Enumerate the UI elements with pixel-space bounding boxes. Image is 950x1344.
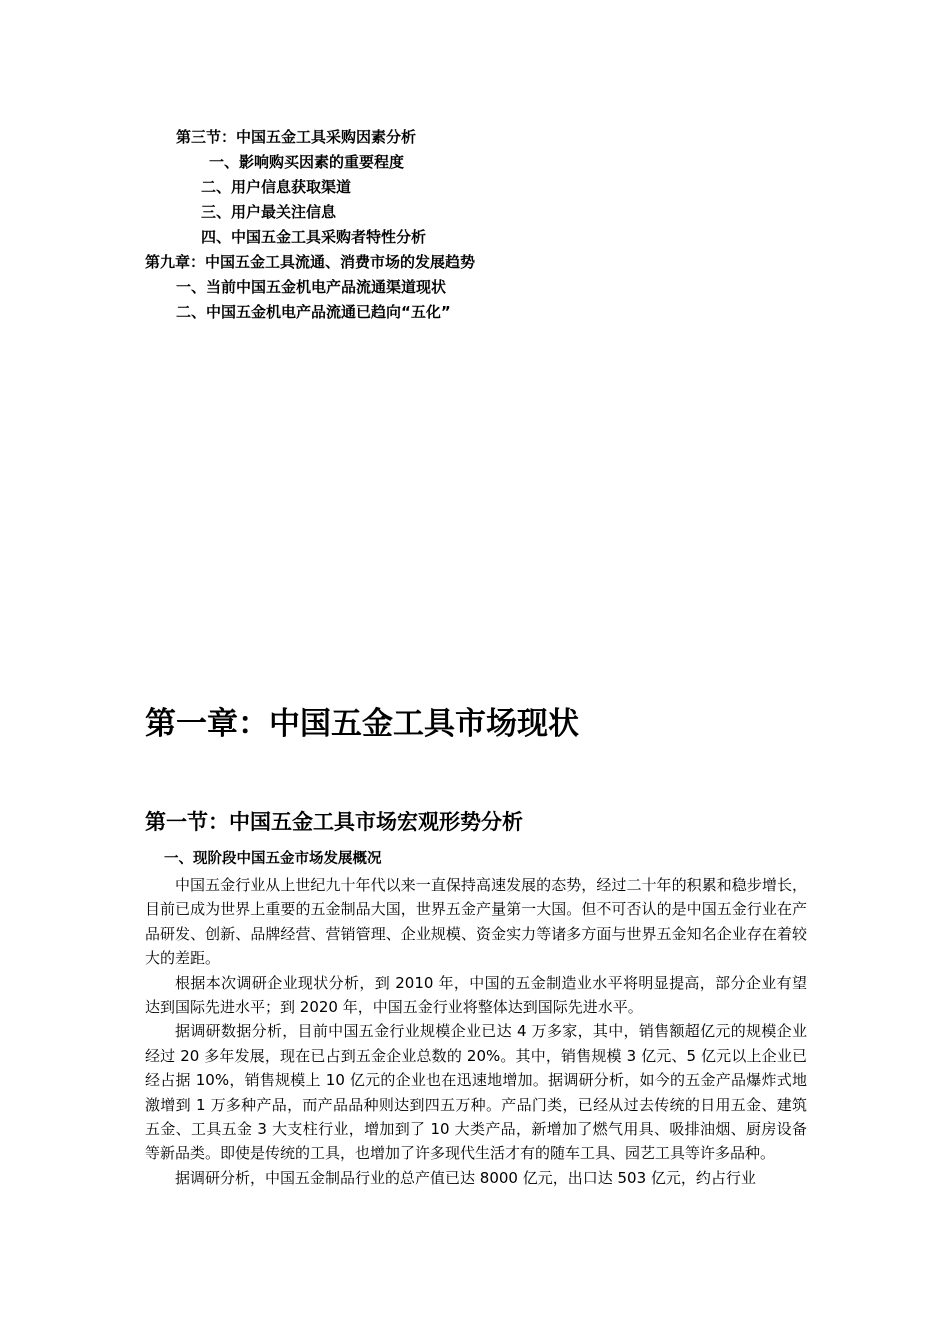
chapter-title: 第一章：中国五金工具市场现状	[145, 706, 579, 742]
subsection-title: 一、现阶段中国五金市场发展概况	[164, 851, 382, 867]
body-paragraph: 根据本次调研企业现状分析，到 2010 年，中国的五金制造业水平将明显提高，部分企业有望达到国际先进水平；到 2020 年，中国五金行业将整体达到国际先进水平。	[145, 973, 807, 1017]
toc-item-concern-info: 三、用户最关注信息	[201, 203, 337, 221]
toc-item-info-channels: 二、用户信息获取渠道	[201, 178, 352, 196]
toc-item-purchase-factors: 一、影响购买因素的重要程度	[209, 153, 405, 171]
toc-section-3-title: 第三节：中国五金工具采购因素分析	[176, 128, 417, 146]
body-paragraph: 中国五金行业从上世纪九十年代以来一直保持高速发展的态势，经过二十年的积累和稳步增长，目前已成为世界上重要的五金制品大国，世界五金产量第一大国。但不可否认的是中国五金行业在产品研发、创新、品牌经营、营销管理、企业规模、资金实力等诸多方面与世界五金知名企业存在着较大的差距。	[145, 876, 807, 968]
toc-item-five-trends: 二、中国五金机电产品流通已趋向“五化”	[176, 303, 451, 321]
body-paragraph: 据调研数据分析，目前中国五金行业规模企业已达 4 万多家，其中，销售额超亿元的规模企业经过 20 多年发展，现在已占到五金企业总数的 20%。其中，销售规模 3 亿元、5 亿元以上企业已经占据 10%，销售规模上 10 亿元的企业也在迅速地增加。据调研分析，如今的五金产品爆炸式地激增到 1 万多种产品，而产品品种则达到四五万种。产品门类，已经从过去传统的日用五金、建筑五金、工具五金 3 大支柱行业，增加到了 10 大类产品，新增加了燃气用具、吸排油烟、厨房设备等新品类。即使是传统的工具，也增加了许多现代生活才有的随车工具、园艺工具等许多品种。	[145, 1022, 807, 1163]
section-title: 第一节：中国五金工具市场宏观形势分析	[145, 810, 523, 834]
toc-item-buyer-traits: 四、中国五金工具采购者特性分析	[201, 228, 427, 246]
toc-item-channel-status: 一、当前中国五金机电产品流通渠道现状	[176, 278, 447, 296]
body-text	[145, 873, 807, 1190]
toc-chapter-9-title: 第九章：中国五金工具流通、消费市场的发展趋势	[145, 253, 476, 271]
body-paragraph: 据调研分析，中国五金制品行业的总产值已达 8000 亿元，出口达 503 亿元，约占行业	[175, 1168, 756, 1187]
